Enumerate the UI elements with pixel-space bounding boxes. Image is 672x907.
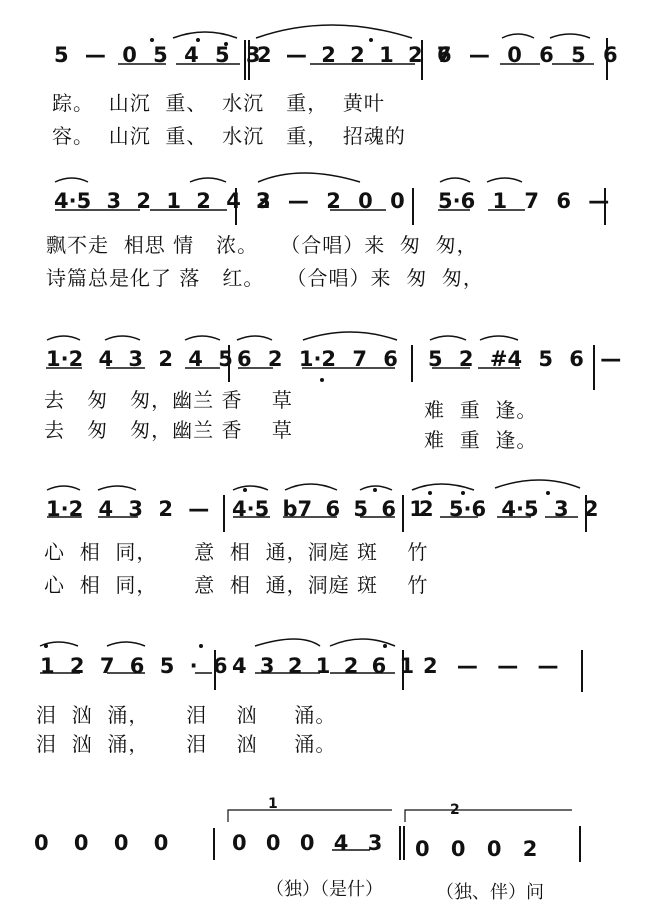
row1-measure1-notes: 5 — 0 5 4 5 3 <box>54 43 261 67</box>
row3-verse2-lyrics: 去 匆 匆，幽兰 香 草 <box>44 418 293 442</box>
row6-annotation-2: （独、伴）问 <box>436 882 544 903</box>
row3-measure2-notes: 6 2 1·2 7 6 <box>237 347 398 371</box>
row6-annotation-1: （独）（是什） <box>266 879 383 900</box>
row1-verse2-lyrics: 容。 山沉 重、 水沉 重， 招魂的 <box>52 124 406 148</box>
volta-1-label: 1 <box>268 796 278 812</box>
row6-measure2-notes: 0 0 0 4 3 <box>232 831 383 855</box>
row2-verse2-lyrics: 诗篇总是化了 落 红。 （合唱）来 匆 匆， <box>46 266 484 290</box>
row3-verse1-ending: 难 重 逢。 <box>424 398 538 422</box>
row4-verse2-lyrics: 心 相 同， 意 相 通，洞庭 斑 竹 <box>44 573 429 597</box>
row3-verse1-lyrics: 去 匆 匆，幽兰 香 草 <box>44 388 293 412</box>
row1-verse1-lyrics: 踪。 山沉 重、 水沉 重， 黄叶 <box>52 91 385 115</box>
row4-measure2-notes: 4·5 b7 6 5 6 1 <box>232 497 424 521</box>
volta-2-label: 2 <box>450 802 460 818</box>
row3-measure1-notes: 1·2 4 3 2 4 5 <box>46 347 233 371</box>
row4-measure3-notes: 2 5·6 4·5 3 2 <box>419 497 599 521</box>
row1-measure3-notes: 6 — 0 6 5 6 <box>437 43 618 67</box>
row5-verse1-lyrics: 泪 汹 涌， 泪 汹 涌。 <box>36 703 337 727</box>
row2-verse1-lyrics: 飘不走 相思 情 浓。 （合唱）来 匆 匆， <box>46 233 478 257</box>
row6-measure1-notes: 0 0 0 0 <box>34 831 169 855</box>
row2-measure3-notes: 5·6 1 7 6 — <box>438 189 610 213</box>
row3-verse2-ending: 难 重 逢。 <box>424 428 538 452</box>
row3-measure3-notes: 5 2 #4 5 6 — <box>428 347 622 371</box>
row4-measure1-notes: 1·2 4 3 2 — <box>46 497 210 521</box>
row4-verse1-lyrics: 心 相 同， 意 相 通，洞庭 斑 竹 <box>44 540 429 564</box>
row6-measure3-notes: 0 0 0 2 <box>415 837 538 861</box>
row5-measure1-notes: 1 2 7 6 5 · 6 <box>40 654 228 678</box>
row5-measure3-notes: 2 — — — <box>423 654 559 678</box>
row5-verse2-lyrics: 泪 汹 涌， 泪 汹 涌。 <box>36 732 337 756</box>
row5-measure2-notes: 4 3 2 1 2 6 1 <box>232 654 415 678</box>
row2-measure2-notes: 2 — 2 0 0 <box>256 189 405 213</box>
row1-measure2-notes: 2 — 2 2 1 2 7 <box>257 43 452 67</box>
row2-measure1-notes: 4·5 3 2 1 2 4 3 <box>54 189 271 213</box>
